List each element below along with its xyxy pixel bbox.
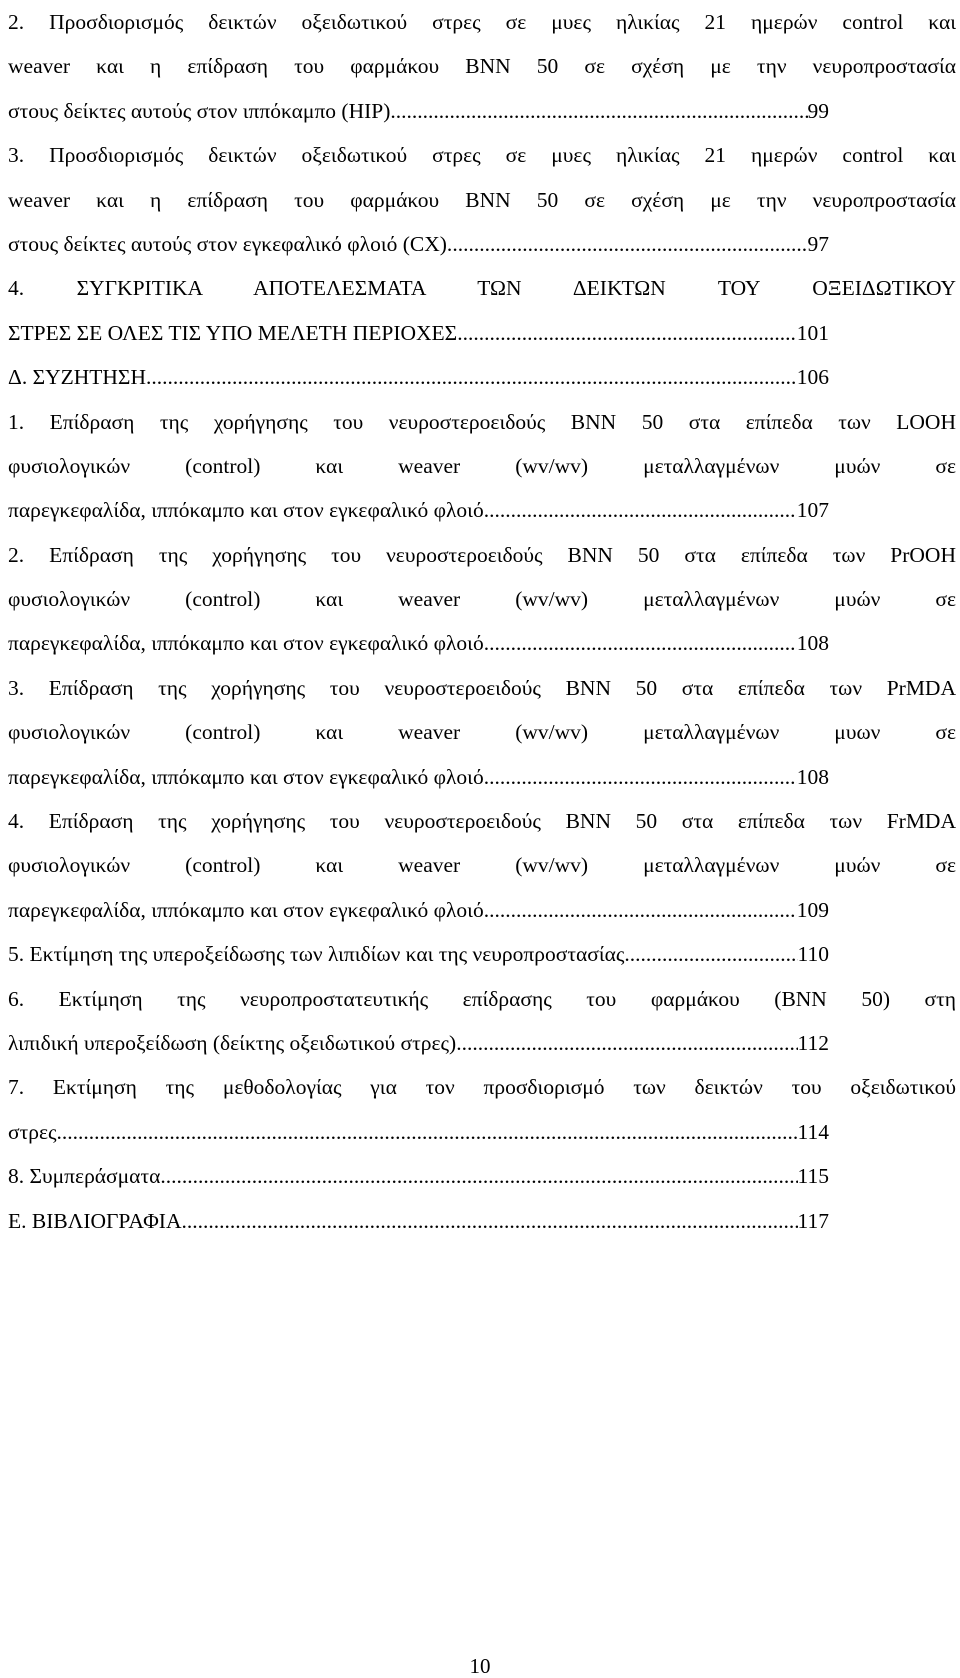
toc-entry [8, 799, 956, 932]
toc-entry-title: λιπιδική υπεροξείδωση (δείκτης οξειδωτικού στρες). [8, 1030, 462, 1055]
dot-leader [489, 755, 797, 799]
dot-leader [452, 222, 807, 266]
toc-entry-leader-line [8, 755, 829, 799]
table-of-contents [8, 0, 956, 1243]
toc-entry-page: 97 [807, 231, 829, 256]
toc-entry [8, 1154, 956, 1198]
toc-entry [8, 0, 956, 133]
toc-entry-title: παρεγκεφαλίδα, ιππόκαμπο και στον εγκεφαλικό φλοιό. [8, 897, 490, 922]
toc-entry-line: φυσιολογικών (control) και weaver (wv/wv) μεταλλαγμένων μυών σε [8, 853, 956, 878]
toc-entry-page: 114 [797, 1119, 829, 1144]
toc-entry-leader-line [8, 621, 829, 665]
toc-entry-line: 4. ΣΥΓΚΡΙΤΙΚΑ ΑΠΟΤΕΛΕΣΜΑΤΑ ΤΩΝ ΔΕΙΚΤΩΝ ΤΟΥ ΟΞΕΙΔΩΤΙΚΟΥ [8, 276, 956, 301]
toc-entry-line: 4. Επίδραση της χορήγησης του νευροστεροειδούς BNN 50 στα επίπεδα των FrMDA [8, 809, 956, 834]
toc-entry-title: παρεγκεφαλίδα, ιππόκαμπο και στον εγκεφαλικό φλοιό. [8, 631, 490, 656]
toc-entry-leader-line [8, 355, 829, 399]
dot-leader [630, 932, 798, 976]
toc-entry [8, 1199, 956, 1243]
toc-entry-page: 117 [797, 1208, 829, 1233]
toc-entry-leader-line [8, 488, 829, 532]
toc-entry-line: 3. Προσδιορισμός δεικτών οξειδωτικού στρες σε μυες ηλικίας 21 ημερών control και [8, 143, 956, 168]
toc-entry-title: στους δείκτες αυτούς στον εγκεφαλικό φλοιό (CX). [8, 231, 453, 256]
toc-entry-leader-line [8, 311, 829, 355]
toc-entry-title: Δ. ΣΥΖΗΤΗΣΗ [8, 365, 146, 390]
toc-entry-leader-line [8, 888, 829, 932]
toc-entry-title: 5. Εκτίμηση της υπεροξείδωσης των λιπιδίων και της νευροπροστασίας. [8, 942, 630, 967]
toc-entry [8, 355, 956, 399]
toc-entry-line: φυσιολογικών (control) και weaver (wv/wv) μεταλλαγμένων μυών σε [8, 587, 956, 612]
toc-entry-line: 6. Εκτίμηση της νευροπροστατευτικής επίδρασης του φαρμάκου (BNN 50) στη [8, 986, 956, 1011]
dot-leader [181, 1199, 797, 1243]
toc-entry-leader-line [8, 89, 829, 133]
dot-leader [489, 488, 797, 532]
toc-entry-title: στρες. [8, 1119, 62, 1144]
toc-entry-line: weaver και η επίδραση του φαρμάκου BNN 50 σε σχέση με την νευροπροστασία [8, 54, 956, 79]
toc-entry-line: 3. Επίδραση της χορήγησης του νευροστεροειδούς BNN 50 στα επίπεδα των PrMDA [8, 675, 956, 700]
dot-leader [489, 888, 797, 932]
toc-entry-leader-line [8, 222, 829, 266]
toc-entry-page: 107 [796, 498, 829, 523]
toc-entry-title: παρεγκεφαλίδα, ιππόκαμπο και στον εγκεφαλικό φλοιό. [8, 764, 490, 789]
toc-entry-title: ΣΤΡΕΣ ΣΕ ΟΛΕΣ ΤΙΣ ΥΠΟ ΜΕΛΕΤΗ ΠΕΡΙΟΧΕΣ [8, 320, 458, 345]
toc-entry-page: 99 [807, 98, 829, 123]
toc-entry [8, 533, 956, 666]
dot-leader [160, 1154, 797, 1198]
toc-entry-line: weaver και η επίδραση του φαρμάκου BNN 50 σε σχέση με την νευροπροστασία [8, 187, 956, 212]
toc-entry-leader-line [8, 1199, 829, 1243]
toc-entry [8, 932, 956, 976]
dot-leader [146, 355, 797, 399]
toc-entry-leader-line [8, 1110, 829, 1154]
toc-entry-page: 108 [796, 631, 829, 656]
toc-entry-page: 106 [796, 365, 829, 390]
dot-leader [457, 311, 797, 355]
toc-entry-title: 8. Συμπεράσματα [8, 1164, 161, 1189]
toc-entry-page: 101 [796, 320, 829, 345]
toc-entry-title: παρεγκεφαλίδα, ιππόκαμπο και στον εγκεφαλικό φλοιό. [8, 498, 490, 523]
dot-leader [462, 1021, 798, 1065]
toc-entry-page: 108 [796, 764, 829, 789]
toc-entry-page: 115 [797, 1164, 829, 1189]
toc-entry-line: 2. Επίδραση της χορήγησης του νευροστεροειδούς BNN 50 στα επίπεδα των PrOOH [8, 542, 956, 567]
toc-entry-title: Ε. ΒΙΒΛΙΟΓΡΑΦΙΑ [8, 1208, 182, 1233]
toc-entry-leader-line [8, 1021, 829, 1065]
toc-entry [8, 133, 956, 266]
toc-entry-line: 2. Προσδιορισμός δεικτών οξειδωτικού στρες σε μυες ηλικίας 21 ημερών control και [8, 10, 956, 34]
toc-entry [8, 266, 956, 355]
toc-entry [8, 400, 956, 533]
toc-entry-line: 1. Επίδραση της χορήγησης του νευροστεροειδούς BNN 50 στα επίπεδα των LOOH [8, 409, 956, 434]
toc-entry [8, 1065, 956, 1154]
dot-leader [396, 89, 808, 133]
toc-entry-line: φυσιολογικών (control) και weaver (wv/wv) μεταλλαγμένων μυών σε [8, 453, 956, 478]
toc-entry [8, 977, 956, 1066]
toc-entry-line: φυσιολογικών (control) και weaver (wv/wv) μεταλλαγμένων μυων σε [8, 720, 956, 745]
page-number: 10 [469, 1654, 491, 1678]
toc-entry-line: 7. Εκτίμηση της μεθοδολογίας για τον προσδιορισμό των δεικτών του οξειδωτικού [8, 1075, 956, 1100]
toc-entry-leader-line [8, 932, 829, 976]
toc-entry-page: 112 [797, 1030, 829, 1055]
toc-entry-leader-line [8, 1154, 829, 1198]
dot-leader [489, 621, 797, 665]
toc-entry [8, 666, 956, 799]
toc-entry-page: 109 [796, 897, 829, 922]
dot-leader [62, 1110, 798, 1154]
toc-entry-title: στους δείκτες αυτούς στον ιππόκαμπο (HIP). [8, 98, 396, 123]
toc-entry-page: 110 [797, 942, 829, 967]
